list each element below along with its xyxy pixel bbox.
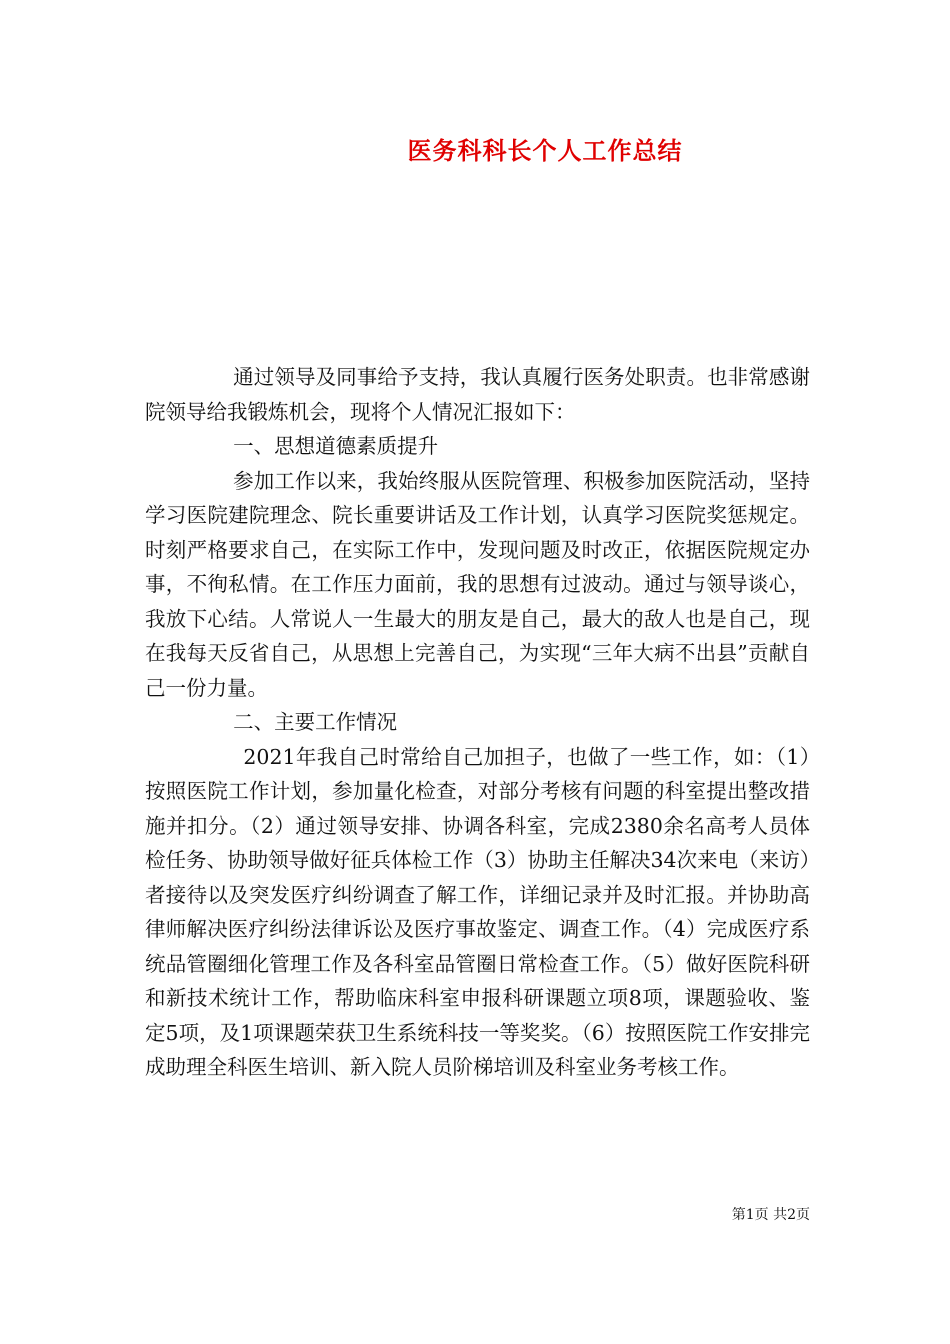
section-heading-2: 二、主要工作情况 [233,710,398,734]
document-title: 医务科科长个人工作总结 [407,136,683,165]
document-body [145,360,810,1085]
intro-paragraph: 通过领导及同事给予支持，我认真履行医务处职责。也非常感谢院领导给我锻炼机会，现将个人情况汇报如下： [145,365,810,424]
section-heading-1: 一、思想道德素质提升 [233,434,439,458]
section-2-paragraph: 2021年我自己时常给自己加担子，也做了一些工作，如：（1）按照医院工作计划，参加量化检查，对部分考核有问题的科室提出整改措施并扣分。（2）通过领导安排、协调各科室，完成2380余名高考人员体检任务、协助领导做好征兵体检工作（3）协助主任解决34次来电（来访）者接待以及突发医疗纠纷调查了解工作，详细记录并及时汇报。并协助高律师解决医疗纠纷法律诉讼及医疗事故鉴定、调查工作。（4）完成医疗系统品管圈细化管理工作及各科室品管圈日常检查工作。（5）做好医院科研和新技术统计工作，帮助临床科室申报科研课题立项8项，课题验收、鉴定5项，及1项课题荣获卫生系统科技一等奖奖。（6）按照医院工作安排完成助理全科医生培训、新入院人员阶梯培训及科室业务考核工作。 [145,744,810,1079]
page-number-footer: 第1页 共2页 [731,1207,810,1223]
section-1-paragraph: 参加工作以来，我始终服从医院管理、积极参加医院活动，坚持学习医院建院理念、院长重要讲话及工作计划，认真学习医院奖惩规定。时刻严格要求自己，在实际工作中，发现问题及时改正，依据医院规定办事，不徇私情。在工作压力面前，我的思想有过波动。通过与领导谈心，我放下心结。人常说人一生最大的朋友是自己，最大的敌人也是自己，现在我每天反省自己，从思想上完善自己，为实现“三年大病不出县”贡献自己一份力量。 [145,468,810,700]
